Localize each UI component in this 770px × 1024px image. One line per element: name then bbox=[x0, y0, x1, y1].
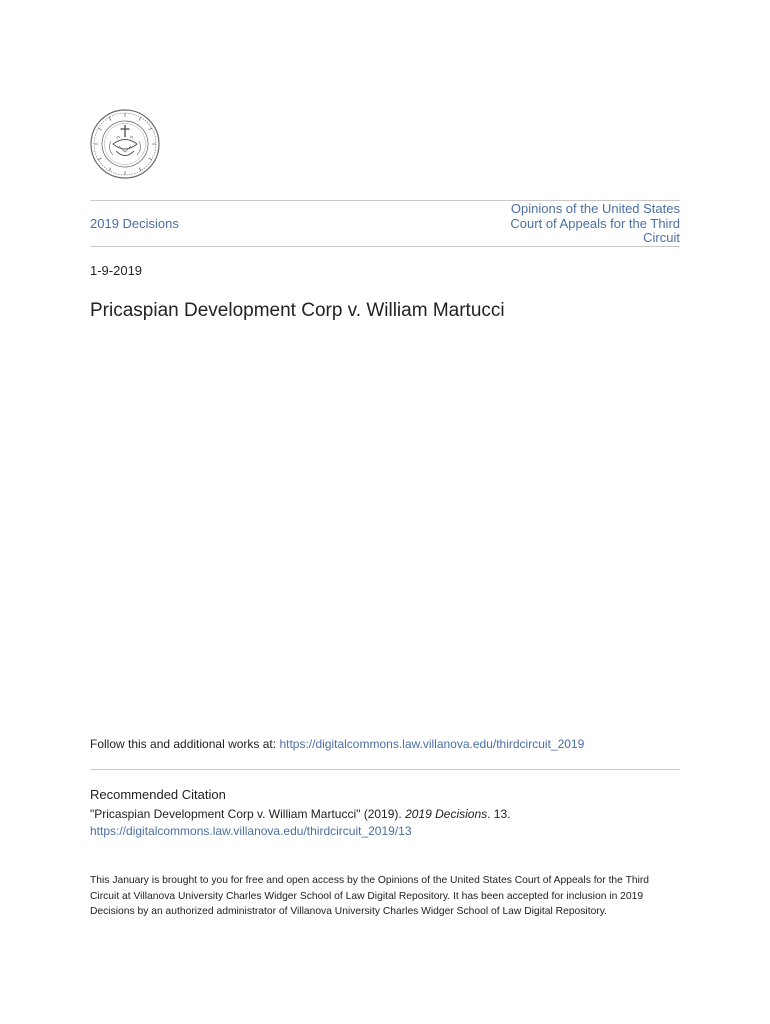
citation-url-link[interactable]: https://digitalcommons.law.villanova.edu/thirdcircuit_2019/13 bbox=[90, 824, 412, 838]
citation-body bbox=[90, 806, 680, 840]
citation-heading: Recommended Citation bbox=[90, 787, 226, 802]
collection-url-link[interactable]: https://digitalcommons.law.villanova.edu/thirdcircuit_2019 bbox=[279, 737, 585, 751]
law-school-seal-icon bbox=[89, 108, 161, 180]
document-date: 1-9-2019 bbox=[90, 263, 143, 278]
citation-text: "Pricaspian Development Corp v. William Martucci" (2019). bbox=[90, 807, 406, 821]
access-notice: This January is brought to you for free and open access by the Opinions of the United States Court of Appeals for the Third Circuit at Villanova University Charles Widger School of Law Digital Repository. It has been accepted for inclusion in 2019 Decisions by an authorized administrator of Villanova University Charles Widger School of Law Digital Repository. bbox=[90, 875, 650, 917]
collection-link[interactable]: Opinions of the United States Court of Appeals for the Third Circuit bbox=[510, 201, 680, 245]
citation-series: 2019 Decisions bbox=[405, 807, 488, 821]
document-title: Pricaspian Development Corp v. William Martucci bbox=[90, 300, 505, 321]
follow-line bbox=[90, 737, 584, 751]
follow-prefix: Follow this and additional works at: bbox=[90, 737, 280, 751]
series-link[interactable]: 2019 Decisions bbox=[90, 216, 179, 231]
header-bottom-rule bbox=[90, 246, 680, 247]
citation-number: . 13. bbox=[487, 807, 511, 821]
citation-rule bbox=[90, 769, 680, 770]
